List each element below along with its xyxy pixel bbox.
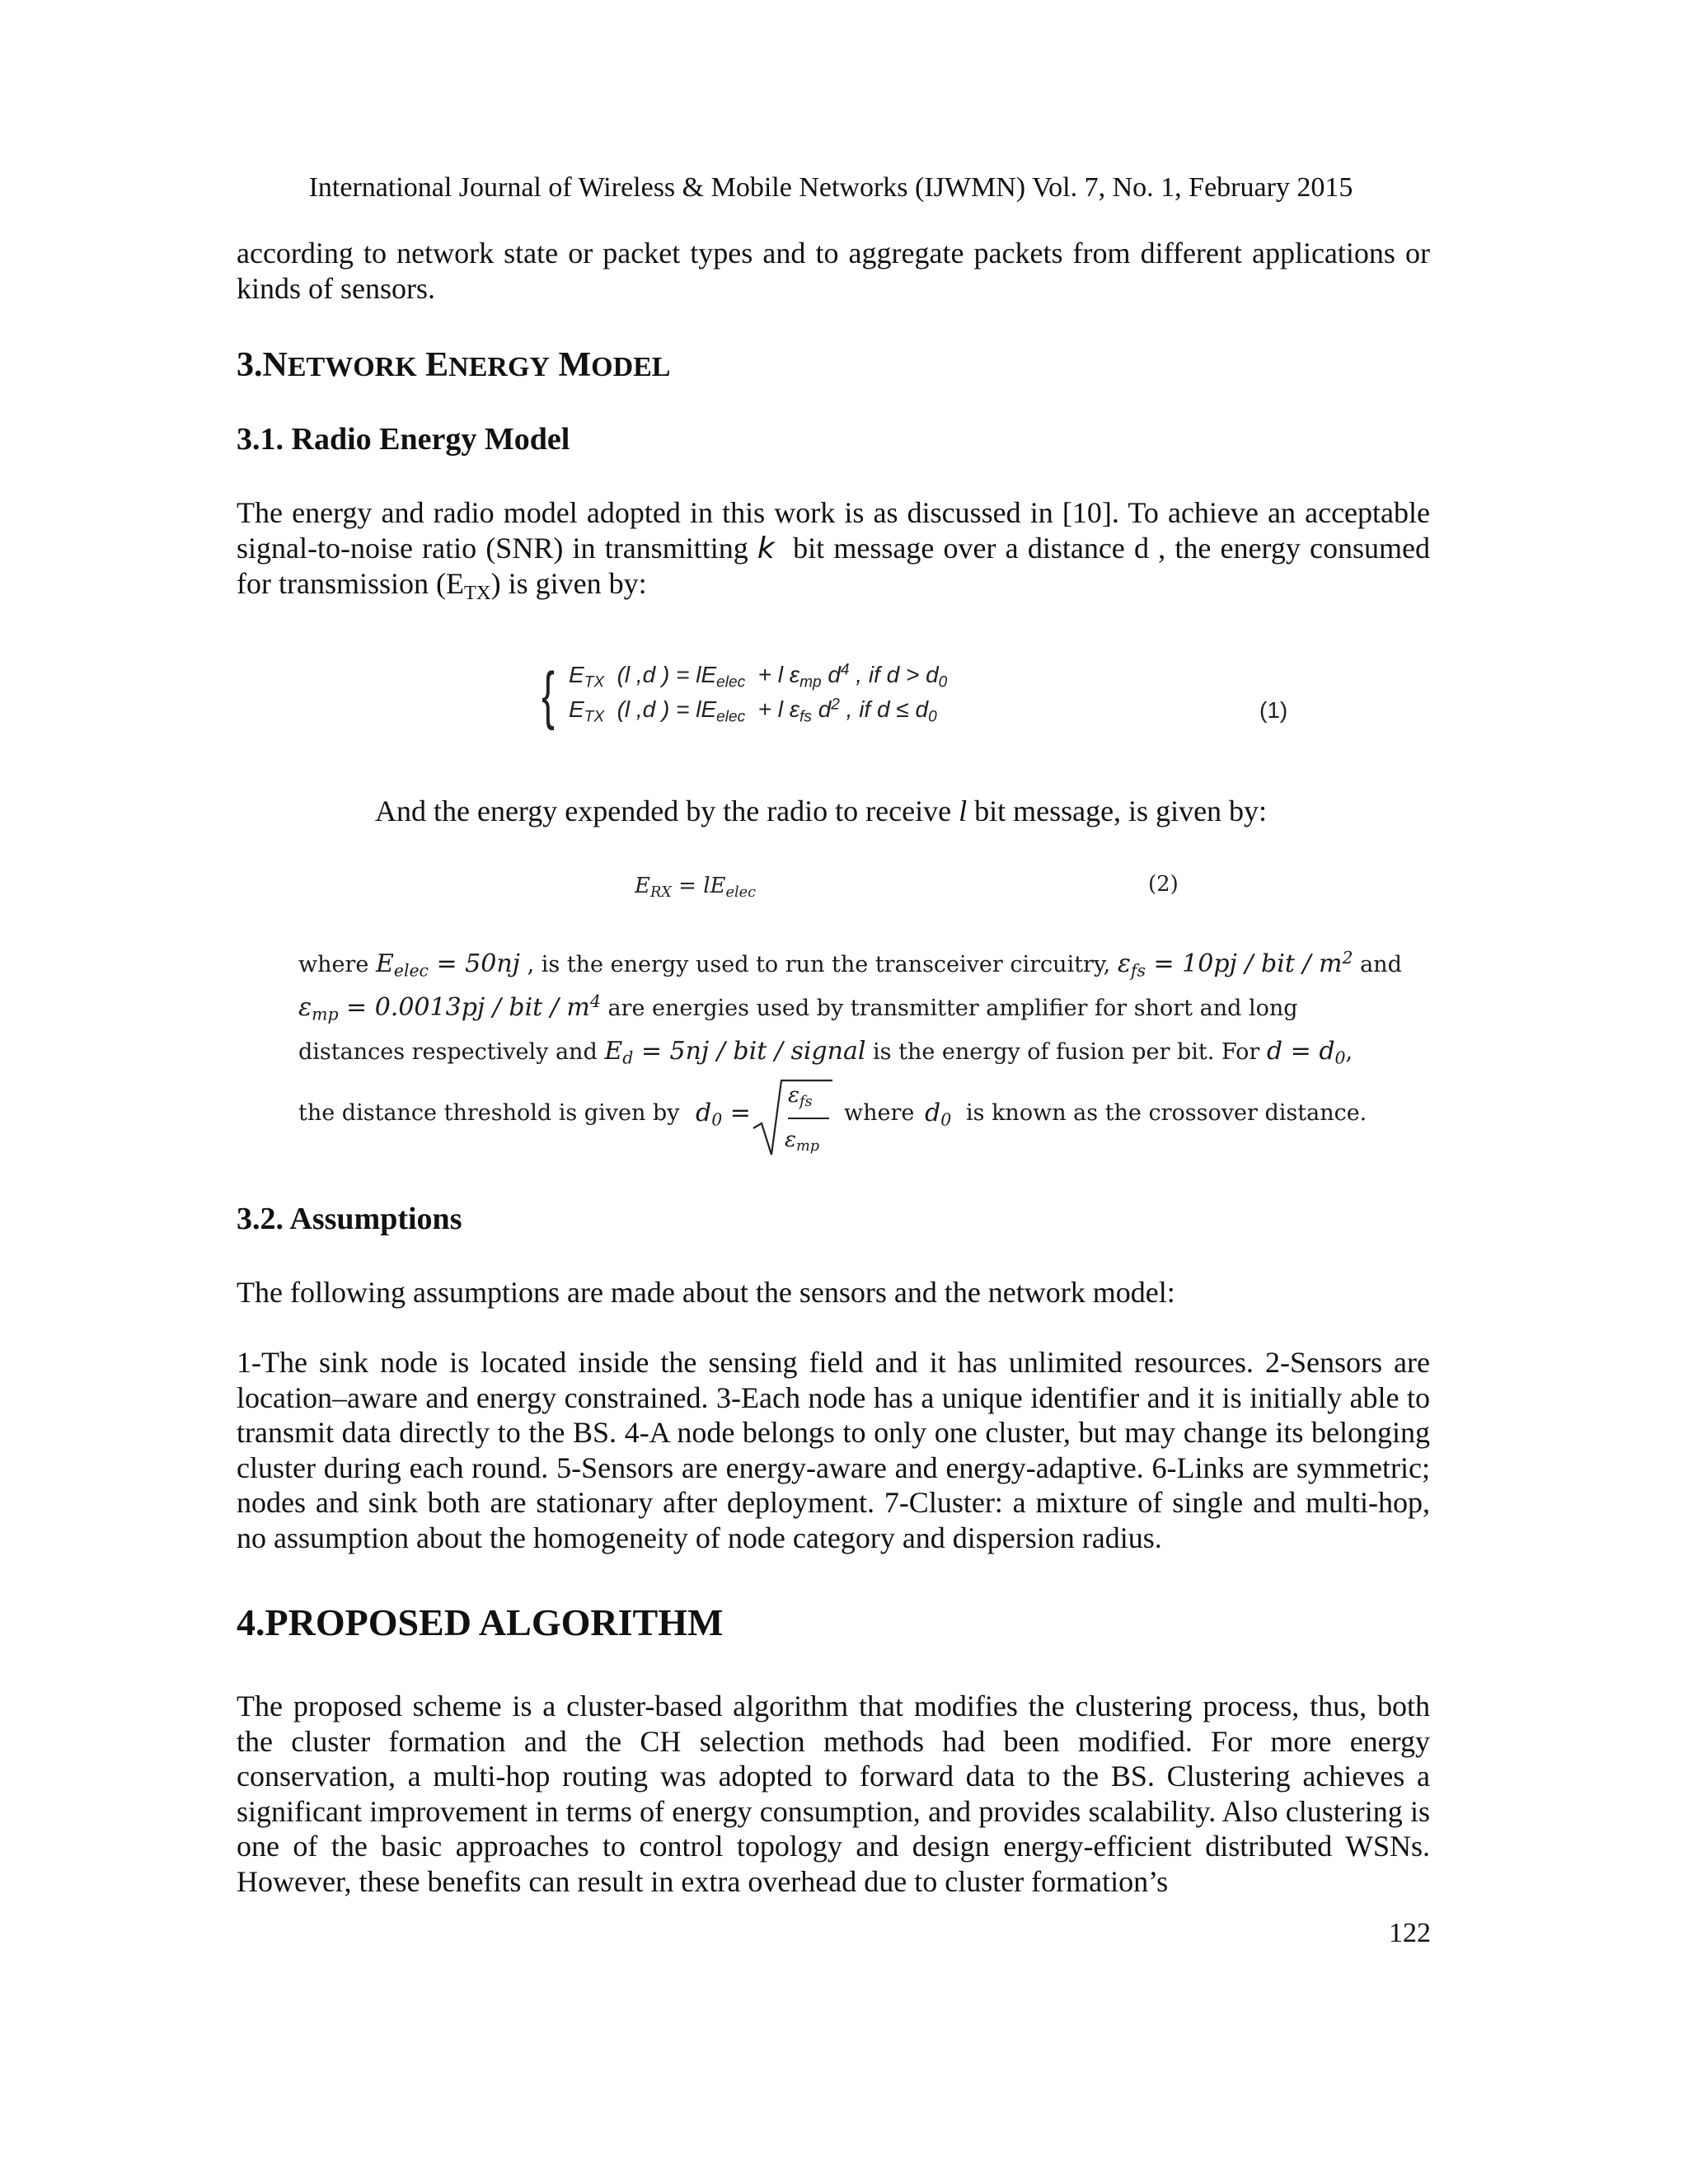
equation-2-body: $E_{RX} = lE_{elec}$: [635, 874, 756, 901]
running-head: International Journal of Wireless & Mobile Networks (IJWMN) Vol. 7, No. 1, February 2015: [308, 172, 1353, 203]
equation-2: [635, 872, 1261, 910]
proposed-algorithm-paragraph: The proposed scheme is a cluster-based algorithm that modifies the clustering process, thus, both the cluster formation and the CH selection methods had been modified. For more energy conservation, a multi-hop routing was adopted to forward data to the BS. Clustering achieves a significant improvement in terms of energy consumption, and provides scalability. Also clustering is one of the basic approaches to control topology and design energy-efficient distributed WSNs. However, these benefits can result in extra overhead due to cluster formation’s: [237, 1690, 1430, 1898]
section-3-number: 3.: [237, 346, 263, 384]
parameter-line-1: where $E_{elec} = 50nj$ , is the energy used to run the transceiver circuitry, $\varepsilon_{fs} = 10pj$ / bit / $m^2$ and: [298, 947, 1402, 981]
equation-1-number: (1): [1259, 697, 1288, 723]
receive-energy-sentence: And the energy expended by the radio to receive l bit message, is given by:: [375, 794, 1268, 827]
section-3-word-3: MODEL: [558, 346, 671, 384]
parameter-line-3: distances respectively and $E_d = 5nj$ / bit / signal is the energy of fusion per bit. For $d = d_0$,: [298, 1037, 1353, 1068]
radio-model-paragraph: The energy and radio model adopted in this work is as discussed in [10]. To achieve an acceptable signal-to-noise ratio (SNR) in transmitting k bit message over a distance d , the energy consumed for transmission $(E_{TX})$ is given by:: [237, 496, 1430, 604]
fraction-denominator: $\varepsilon_{mp}$: [785, 1127, 820, 1155]
assumptions-list: 1-The sink node is located inside the sensing field and it has unlimited resources. 2-Sensors are location–aware and energy constrained. 3-Each node has a unique identifier and it is initially able to transmit data directly to the BS. 4-A node belongs to only one cluster, but may change its belonging cluster during each round. 5-Sensors are energy-aware and energy-adaptive. 6-Links are symmetric; nodes and sink both are stationary after deployment. 7-Cluster: a mixture of single and multi-hop, no assumption about the homogeneity of node category and dispersion radius.: [237, 1346, 1430, 1554]
subsection-3-2-heading: 3.2. Assumptions: [237, 1202, 462, 1236]
section-4-heading: 4.PROPOSED ALGORITHM: [237, 1601, 724, 1643]
parameter-line-4: the distance threshold is given by $d_0$ = $\varepsilon_{fs}$ $\varepsilon_{mp}$ where $d_0$ is known as the crossover distance.: [298, 1074, 1436, 1156]
equation-1-line-2: $E_{TX}$ (l ,d ) = $lE_{elec} + l$ $\varepsilon_{fs}$ $d^2$ , if $d \le d_0$: [569, 696, 937, 726]
equation-2-number: (2): [1148, 872, 1179, 897]
section-3-heading: [237, 344, 670, 388]
k-variable: k: [757, 531, 775, 565]
subsection-3-1-heading: 3.1. Radio Energy Model: [237, 422, 570, 457]
intro-continuation: according to network state or packet types and to aggregate packets from different applications or kinds of sensors.: [237, 237, 1430, 305]
assumptions-intro: The following assumptions are made about the sensors and the network model:: [237, 1276, 1175, 1309]
equation-1: [528, 656, 1311, 738]
left-brace: {: [542, 658, 555, 731]
fraction-numerator: $\varepsilon_{fs}$: [788, 1083, 813, 1110]
equation-1-line-1: $E_{TX}$ (l ,d ) = $lE_{elec} + l$ $\varepsilon_{mp}$ $d^4$ , if $d > d_0$: [569, 661, 948, 691]
parameter-line-2: $\varepsilon_{mp} = 0.0013pj$ / bit / $m^4$ are energies used by transmitter amplifier for short and long: [298, 991, 1298, 1024]
parameter-definitions: [298, 943, 1436, 1156]
page-number: 122: [1389, 1918, 1431, 1948]
section-3-word-1: NETWORK: [262, 346, 417, 384]
l-variable: l: [959, 794, 968, 827]
section-3-word-2: ENERGY: [425, 346, 550, 384]
